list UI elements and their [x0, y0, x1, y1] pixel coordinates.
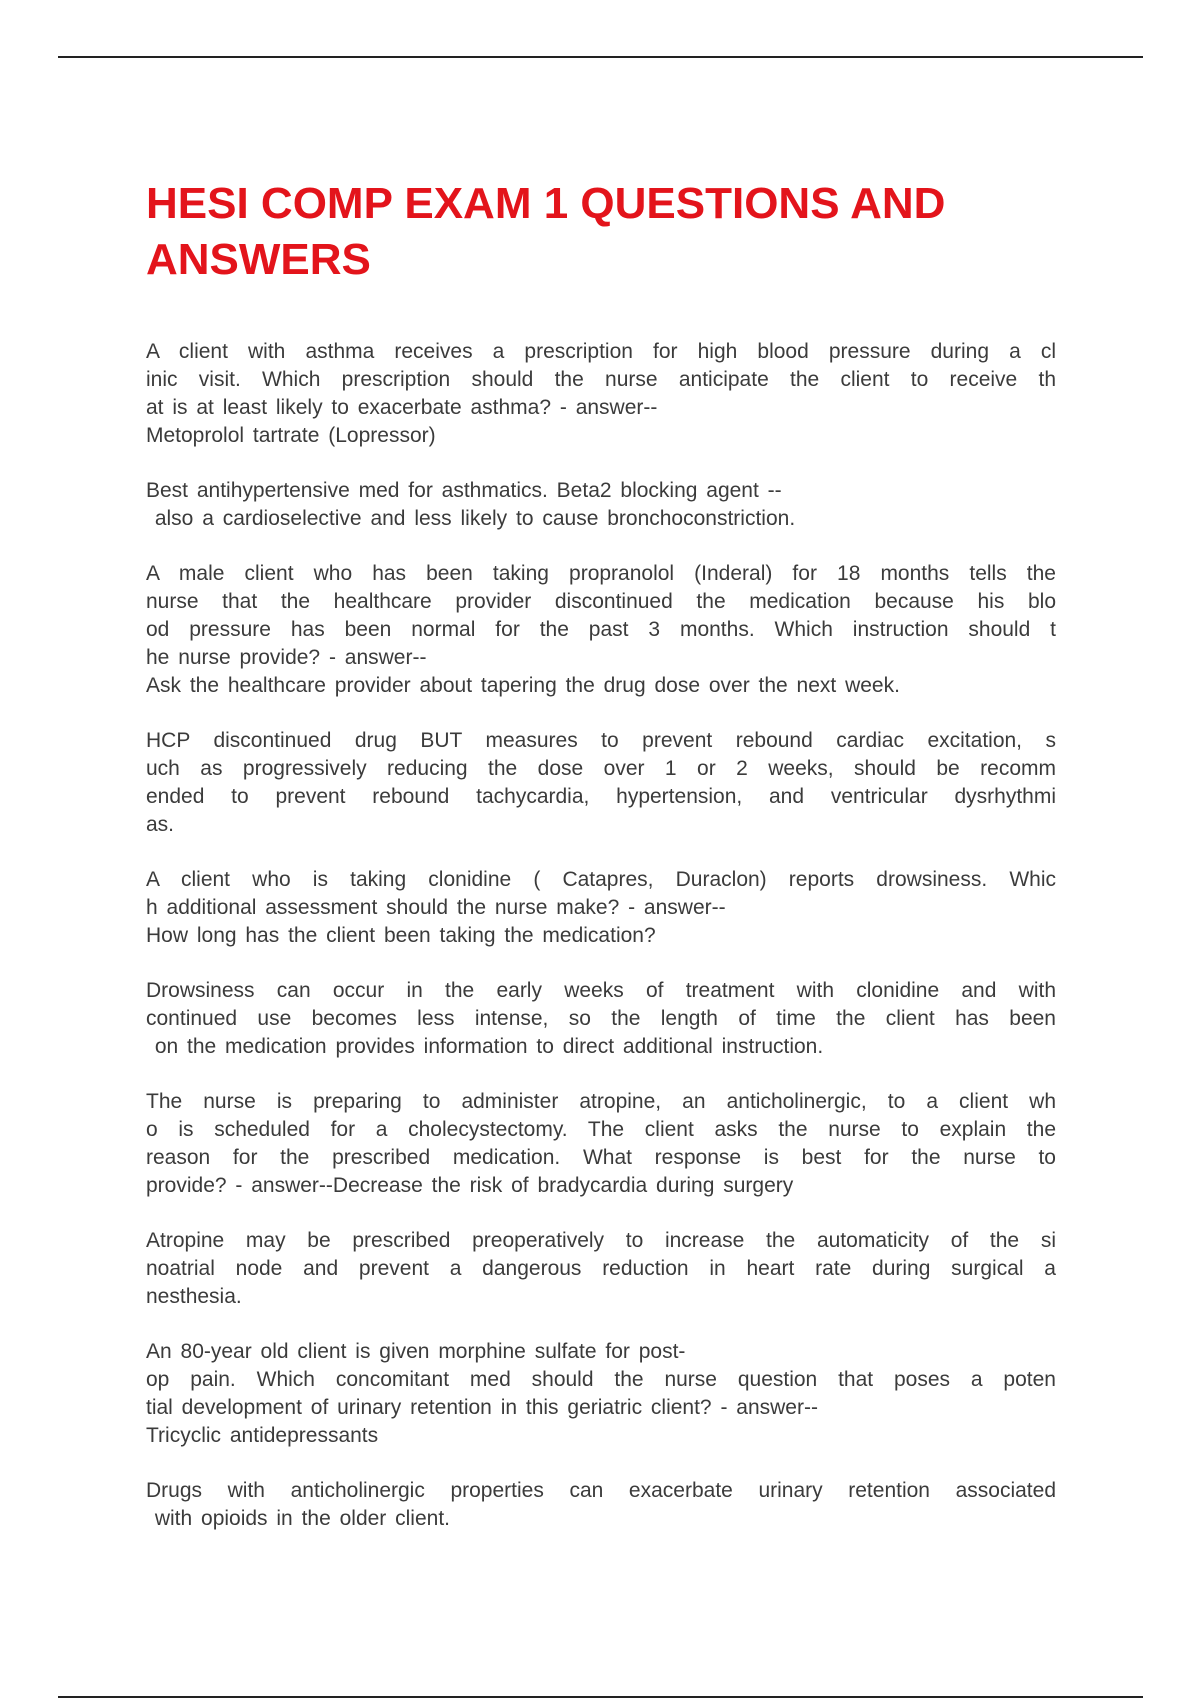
paragraph-line: Drowsiness can occur in the early weeks of treatment with clonidine and with [146, 979, 1056, 1002]
qa-paragraph [146, 338, 1056, 450]
paragraph-line: Metoprolol tartrate (Lopressor) [146, 424, 436, 447]
paragraph-line: Best antihypertensive med for asthmatics. Beta2 blocking agent -- [146, 479, 782, 502]
paragraph-line: reason for the prescribed medication. What response is best for the nurse to [146, 1146, 1056, 1169]
paragraph-line: An 80-year old client is given morphine sulfate for post- [146, 1340, 686, 1363]
paragraph-line: The nurse is preparing to administer atropine, an anticholinergic, to a client wh [146, 1090, 1056, 1113]
paragraph-line: continued use becomes less intense, so the length of time the client has been [146, 1007, 1056, 1030]
paragraph-line: A client with asthma receives a prescription for high blood pressure during a cl [146, 340, 1056, 363]
paragraph-line: on the medication provides information to direct additional instruction. [146, 1035, 824, 1058]
qa-paragraph [146, 727, 1056, 839]
paragraph-line: nesthesia. [146, 1285, 242, 1308]
paragraph-line: Drugs with anticholinergic properties can exacerbate urinary retention associated [146, 1479, 1056, 1502]
paragraph-line: nurse that the healthcare provider discontinued the medication because his blo [146, 590, 1056, 613]
paragraph-line: as. [146, 813, 175, 836]
paragraph-line: Atropine may be prescribed preoperatively to increase the automaticity of the si [146, 1229, 1056, 1252]
paragraph-line: op pain. Which concomitant med should the nurse question that poses a poten [146, 1368, 1056, 1391]
paragraph-line: h additional assessment should the nurse make? - answer-- [146, 896, 726, 919]
header-rule [58, 56, 1143, 58]
document-title [146, 176, 1066, 288]
paragraph-line: ended to prevent rebound tachycardia, hypertension, and ventricular dysrhythmi [146, 785, 1056, 808]
paragraph-line: provide? - answer--Decrease the risk of bradycardia during surgery [146, 1174, 794, 1197]
paragraph-line: at is at least likely to exacerbate asthma? - answer-- [146, 396, 658, 419]
paragraph-line: he nurse provide? - answer-- [146, 646, 427, 669]
paragraph-line: od pressure has been normal for the past 3 months. Which instruction should t [146, 618, 1056, 641]
paragraph-line: HCP discontinued drug BUT measures to prevent rebound cardiac excitation, s [146, 729, 1056, 752]
paragraph-line: tial development of urinary retention in this geriatric client? - answer-- [146, 1396, 818, 1419]
paragraph-line: inic visit. Which prescription should the nurse anticipate the client to receive th [146, 368, 1056, 391]
paragraph-line: also a cardioselective and less likely to cause bronchoconstriction. [146, 507, 796, 530]
footer-rule [58, 1696, 1143, 1698]
paragraph-line: A male client who has been taking propranolol (Inderal) for 18 months tells the [146, 562, 1056, 585]
paragraph-line: with opioids in the older client. [146, 1507, 450, 1530]
paragraph-line: noatrial node and prevent a dangerous reduction in heart rate during surgical a [146, 1257, 1056, 1280]
qa-paragraph [146, 1338, 1056, 1450]
title-line: ANSWERS [146, 235, 371, 284]
paragraph-line: o is scheduled for a cholecystectomy. The client asks the nurse to explain the [146, 1118, 1056, 1141]
document-body [146, 338, 1056, 1560]
paragraph-line: A client who is taking clonidine ( Catapres, Duraclon) reports drowsiness. Whic [146, 868, 1056, 891]
qa-paragraph [146, 477, 1056, 533]
qa-paragraph [146, 1477, 1056, 1533]
paragraph-line: Ask the healthcare provider about tapering the drug dose over the next week. [146, 674, 900, 697]
qa-paragraph [146, 1088, 1056, 1200]
paragraph-line: uch as progressively reducing the dose over 1 or 2 weeks, should be recomm [146, 757, 1056, 780]
paragraph-line: Tricyclic antidepressants [146, 1424, 379, 1447]
qa-paragraph [146, 1227, 1056, 1311]
qa-paragraph [146, 977, 1056, 1061]
paragraph-line: How long has the client been taking the medication? [146, 924, 656, 947]
title-line: HESI COMP EXAM 1 QUESTIONS AND [146, 179, 946, 228]
qa-paragraph [146, 560, 1056, 700]
qa-paragraph [146, 866, 1056, 950]
